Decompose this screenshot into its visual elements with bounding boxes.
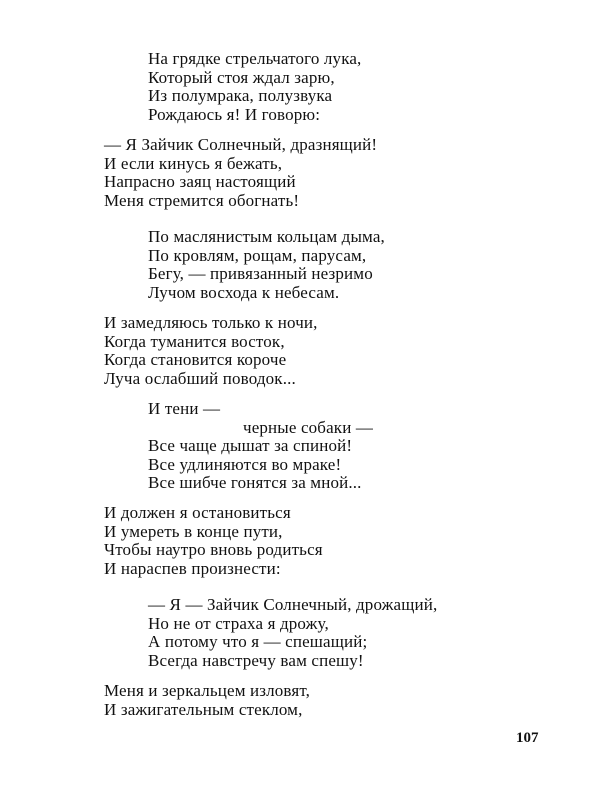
verse-line: И замедляюсь только к ночи,: [104, 313, 318, 332]
verse-line: Когда туманится восток,: [104, 331, 285, 351]
verse-line: — Я Зайчик Солнечный, дразнящий!: [104, 135, 378, 154]
verse-line: И если кинусь я бежать,: [104, 153, 283, 173]
stanza-4: [104, 314, 318, 388]
verse-line: На грядке стрельчатого лука,: [148, 49, 362, 68]
page-number: 107: [516, 730, 539, 746]
verse-line: Рождаюсь я! И говорю:: [148, 104, 321, 124]
verse-line: Меня и зеркальцем изловят,: [104, 681, 311, 700]
verse-line: Лучом восхода к небесам.: [148, 282, 340, 302]
verse-line: И тени —: [148, 399, 221, 418]
verse-line: Напрасно заяц настоящий: [104, 172, 296, 192]
stanza-8: [104, 682, 310, 719]
verse-line: Чтобы наутро вновь родиться: [104, 540, 323, 560]
stanza-2: [104, 136, 377, 210]
verse-line: — Я — Зайчик Солнечный, дрожащий,: [148, 595, 438, 614]
verse-line: По кровлям, рощам, парусам,: [148, 245, 367, 265]
stanza-6: [104, 504, 323, 578]
verse-line-stepped: черные собаки —: [243, 417, 374, 437]
stanza-7: [148, 596, 437, 670]
verse-line: И умереть в конце пути,: [104, 521, 283, 541]
verse-line: Все удлиняются во мраке!: [148, 454, 342, 474]
verse-line: Меня стремится обогнать!: [104, 190, 300, 210]
verse-line: Все чаще дышат за спиной!: [148, 436, 353, 456]
verse-line: По маслянистым кольцам дыма,: [148, 227, 385, 246]
verse-line: Все шибче гонятся за мной...: [148, 473, 362, 493]
stanza-5: [148, 400, 373, 493]
verse-line: И должен я остановиться: [104, 503, 291, 522]
verse-line: Луча ослабший поводок...: [104, 368, 296, 388]
verse-line: Когда становится короче: [104, 350, 287, 370]
verse-line: Который стоя ждал зарю,: [148, 67, 335, 87]
stanza-3: [148, 228, 385, 302]
verse-line: Из полумрака, полузвука: [148, 86, 333, 106]
verse-line: Всегда навстречу вам спешу!: [148, 650, 364, 670]
verse-line: Но не от страха я дрожу,: [148, 613, 329, 633]
stanza-1: [148, 50, 361, 124]
verse-line: И нараспев произнести:: [104, 558, 281, 578]
verse-line: И зажигательным стеклом,: [104, 699, 303, 719]
verse-line: А потому что я — спешащий;: [148, 632, 368, 652]
verse-line: Бегу, — привязанный незримо: [148, 264, 373, 284]
